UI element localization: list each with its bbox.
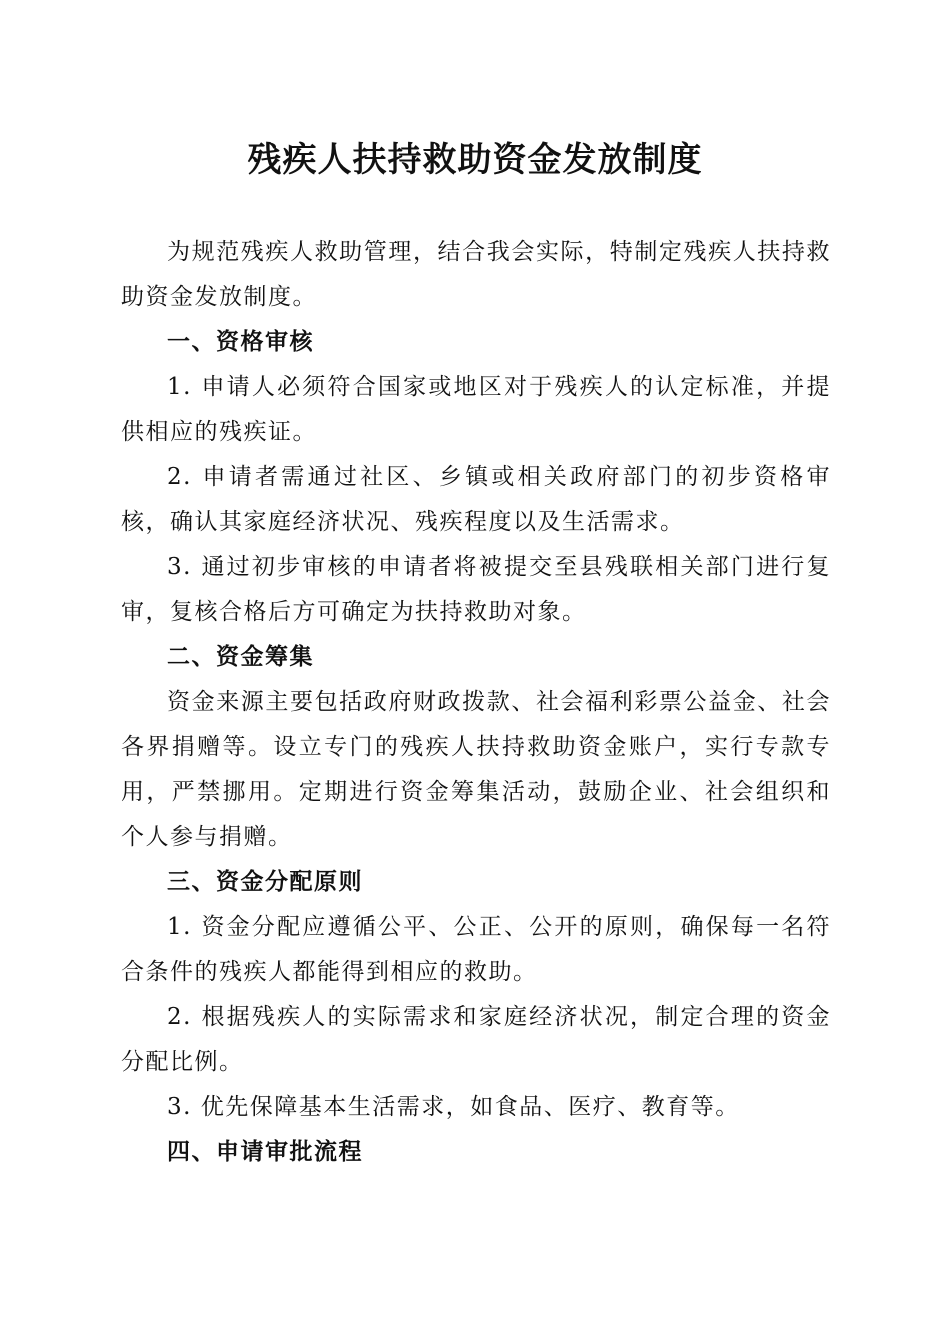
section-heading-fundraising: 二、资金筹集 (167, 644, 314, 670)
qualification-item-2: 2. 申请者需通过社区、乡镇或相关政府部门的初步资格审核，确认其家庭经济状况、残疾程度以及生活需求。 (121, 464, 831, 535)
allocation-item-2: 2. 根据残疾人的实际需求和家庭经济状况，制定合理的资金分配比例。 (121, 1004, 831, 1075)
fundraising-paragraph: 资金来源主要包括政府财政拨款、社会福利彩票公益金、社会各界捐赠等。设立专门的残疾人扶持救助资金账户，实行专款专用，严禁挪用。定期进行资金筹集活动，鼓励企业、社会组织和个人参与捐赠。 (121, 689, 831, 850)
section-heading-qualification: 一、资格审核 (167, 329, 314, 355)
section-heading-allocation: 三、资金分配原则 (167, 869, 363, 895)
document-title: 残疾人扶持救助资金发放制度 (247, 140, 703, 180)
qualification-item-3: 3. 通过初步审核的申请者将被提交至县残联相关部门进行复审，复核合格后方可确定为扶持救助对象。 (121, 554, 831, 625)
section-heading-approval: 四、申请审批流程 (167, 1139, 363, 1165)
allocation-item-3: 3. 优先保障基本生活需求，如食品、医疗、教育等。 (167, 1094, 740, 1120)
intro-paragraph: 为规范残疾人救助管理，结合我会实际，特制定残疾人扶持救助资金发放制度。 (121, 239, 831, 310)
allocation-item-1: 1. 资金分配应遵循公平、公正、公开的原则，确保每一名符合条件的残疾人都能得到相应的救助。 (121, 914, 831, 985)
qualification-item-1: 1. 申请人必须符合国家或地区对于残疾人的认定标准，并提供相应的残疾证。 (121, 374, 831, 445)
document-body (121, 230, 831, 1175)
